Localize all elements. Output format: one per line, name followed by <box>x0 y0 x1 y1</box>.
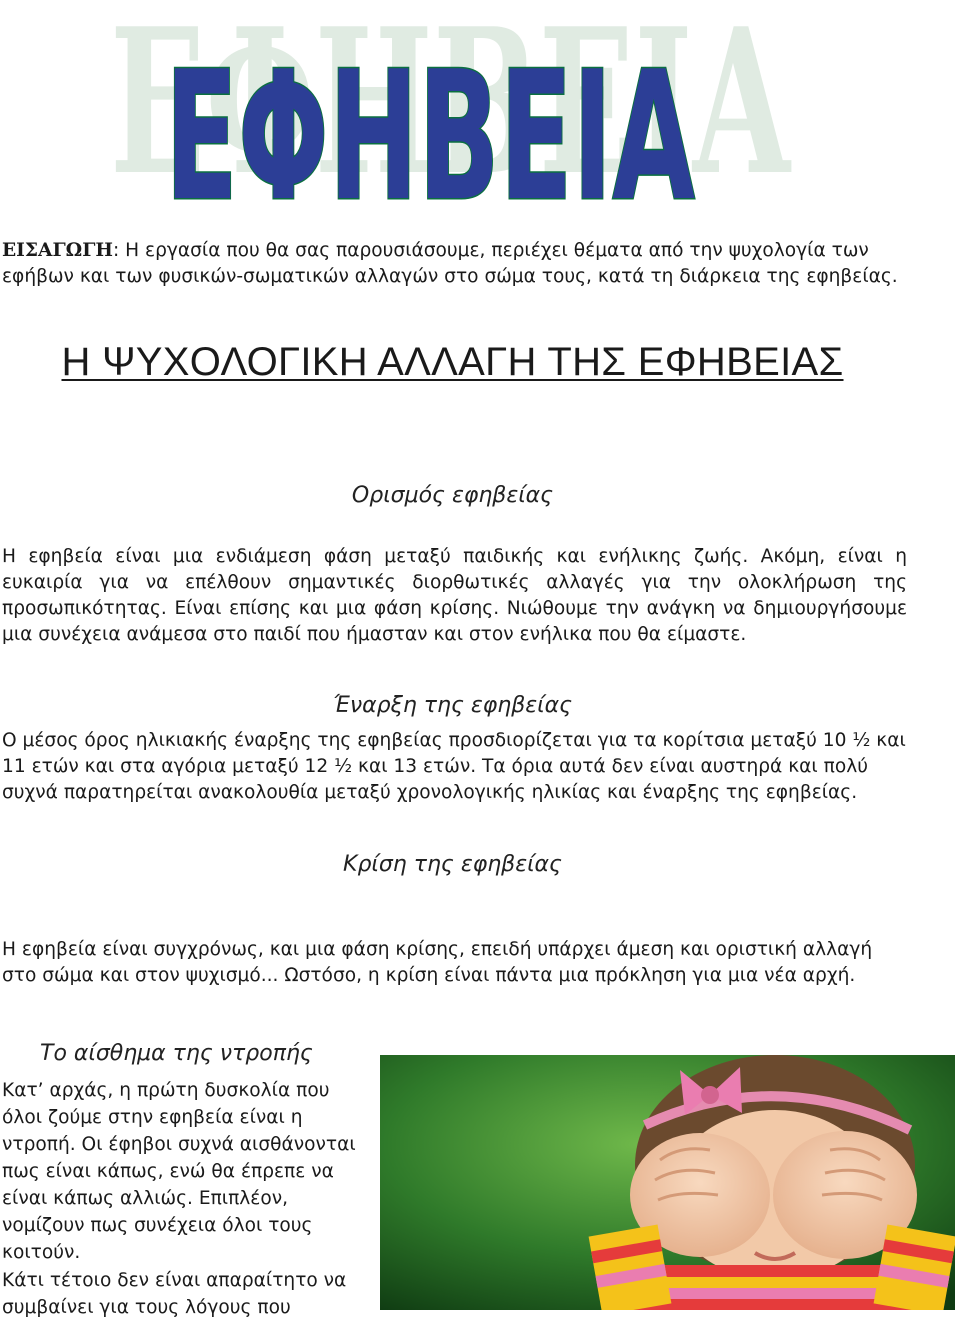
section-title-shame: Το αίσθημα της ντροπής <box>40 1041 313 1066</box>
section-text-onset: Ο μέσος όρος ηλικιακής έναρξης της εφηβείας προσδιορίζεται για τα κορίτσια μεταξύ 10 ½ και 11 ετών και στα αγόρια μεταξύ 12 ½ και 13 ετών. Τα όρια αυτά δεν είναι αυστηρά και πολύ συχνά παρατηρείται ανακολουθία μεταξύ χρονολογικής ηλικίας και έναρξης της εφηβείας. <box>2 730 906 803</box>
intro-text: : Η εργασία που θα σας παρουσιάσουμε, περιέχει θέματα από την ψυχολογία των εφήβων και των φυσικών-σωματικών αλλαγών στο σώμα τους, κατά τη διάρκεια της εφηβείας. <box>2 240 898 287</box>
section-text-crisis: Η εφηβεία είναι συγχρόνως, και μια φάση κρίσης, επειδή υπάρχει άμεση και οριστική αλλαγή στο σώμα και στον ψυχισμό... Ωστόσο, η κρίση είναι πάντα μια πρόκληση για μια νέα αρχή. <box>2 939 873 986</box>
intro-paragraph <box>2 238 907 290</box>
banner-shadow-text: ΕΦΗΒΕΙΑ <box>110 0 792 220</box>
section-title-definition: Ορισμός εφηβείας <box>351 483 554 508</box>
section-title-crisis: Κρίση της εφηβείας <box>343 852 562 877</box>
section-title-onset: Έναρξη της εφηβείας <box>332 693 573 718</box>
page-heading: Η ΨΥΧΟΛΟΓΙΚΗ ΑΛΛΑΓΗ ΤΗΣ ΕΦΗΒΕΙΑΣ <box>61 340 844 384</box>
section-text-shame: Κατ’ αρχάς, η πρώτη δυσκολία που όλοι ζούμε στην εφηβεία είναι η ντροπή. Οι έφηβοι συχνά αισθάνονται πως είναι κάπως, ενώ θα έπρεπε να είναι κάπως αλλιώς. Επιπλέον, νομίζουν πως συνέχεια όλοι τους κοιτούν. <box>2 1080 356 1263</box>
section-text-definition: Η εφηβεία είναι μια ενδιάμεση φάση μεταξύ παιδικής και ενήλικης ζωής. Ακόμη, είναι η ευκαιρία για να επέλθουν σημαντικές διορθωτικές αλλαγές για την ολοκλήρωση της προσωπικότητας. Είναι επίσης και μια φάση κρίσης. Νιώθουμε την ανάγκη να δημιουργήσουμε μια συνέχεια ανάμεσα στο παιδί που ήμασταν και στον ενήλικα που θα είμαστε. <box>2 546 907 645</box>
section-text-shame-continued: Κάτι τέτοιο δεν είναι απαραίτητο να συμβαίνει για τους λόγους που <box>2 1270 347 1318</box>
title-banner <box>0 0 960 235</box>
banner-title-text: ΕΦΗΒΕΙΑ <box>165 33 695 235</box>
child-covering-eyes-photo <box>380 1055 955 1310</box>
intro-label: ΕΙΣΑΓΩΓΗ <box>2 240 113 261</box>
